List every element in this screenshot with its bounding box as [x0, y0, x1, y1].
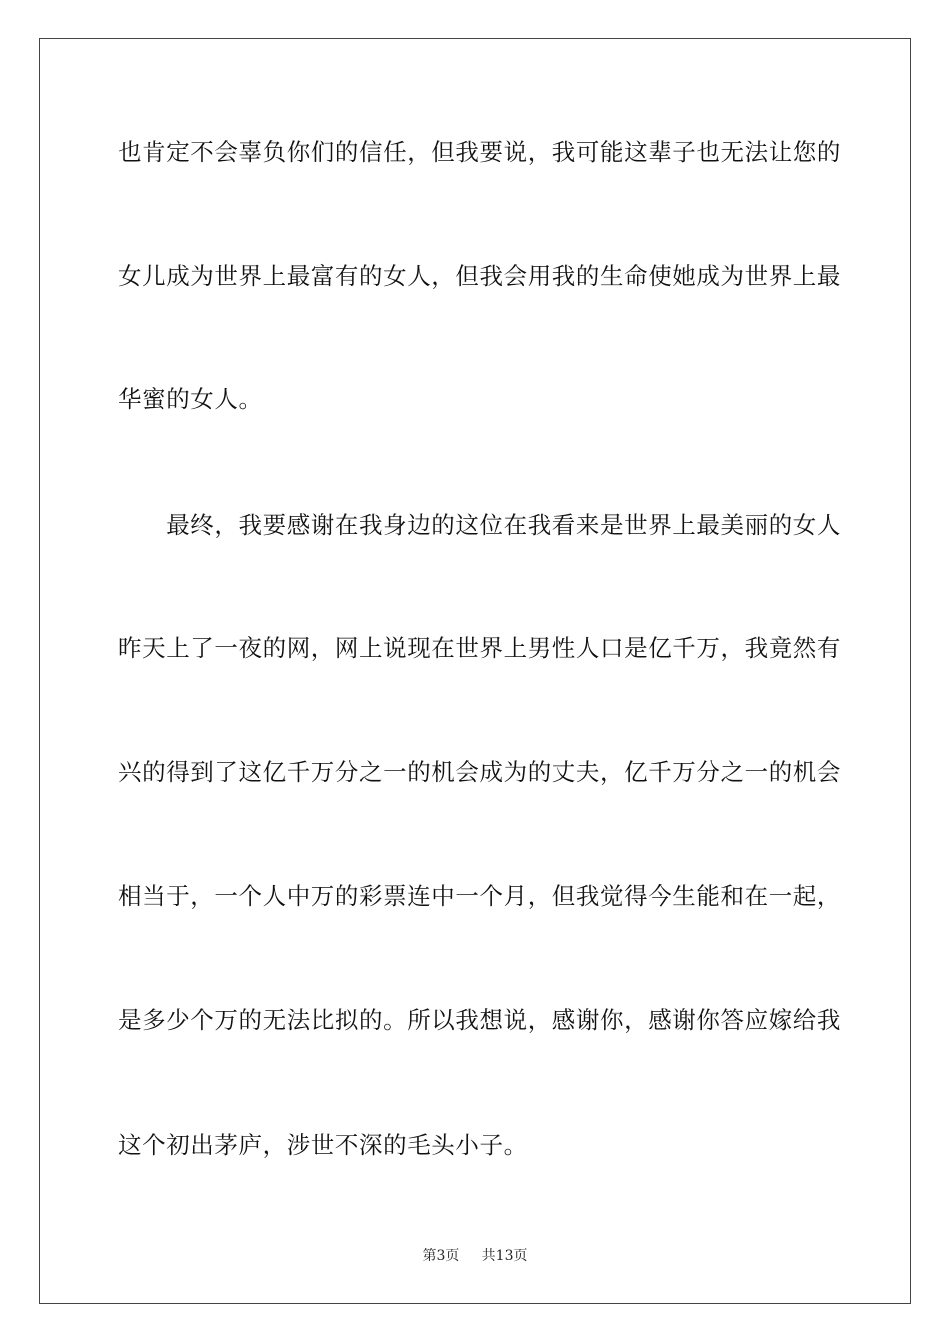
text-line: 相当于，一个人中万的彩票连中一个月，但我觉得今生能和在一起， — [118, 882, 841, 910]
text-line: 女儿成为世界上最富有的女人，但我会用我的生命使她成为世界上最 — [118, 262, 841, 290]
text-line: 昨天上了一夜的网，网上说现在世界上男性人口是亿千万，我竟然有 — [118, 634, 841, 662]
page-total: 共13页 — [481, 1248, 528, 1264]
text-line: 也肯定不会辜负你们的信任，但我要说，我可能这辈子也无法让您的 — [118, 138, 841, 166]
text-line: 是多少个万的无法比拟的。所以我想说，感谢你，感谢你答应嫁给我 — [118, 1006, 841, 1034]
text-line: 兴的得到了这亿千万分之一的机会成为的丈夫，亿千万分之一的机会 — [118, 758, 841, 786]
page-border — [39, 38, 911, 1304]
text-line: 最终，我要感谢在我身边的这位在我看来是世界上最美丽的女人 — [118, 511, 841, 539]
text-line: 华蜜的女人。 — [118, 385, 263, 413]
text-line: 这个初出茅庐，涉世不深的毛头小子。 — [118, 1131, 528, 1159]
page-number: 第3页 — [422, 1248, 460, 1264]
page-footer — [0, 1246, 950, 1266]
